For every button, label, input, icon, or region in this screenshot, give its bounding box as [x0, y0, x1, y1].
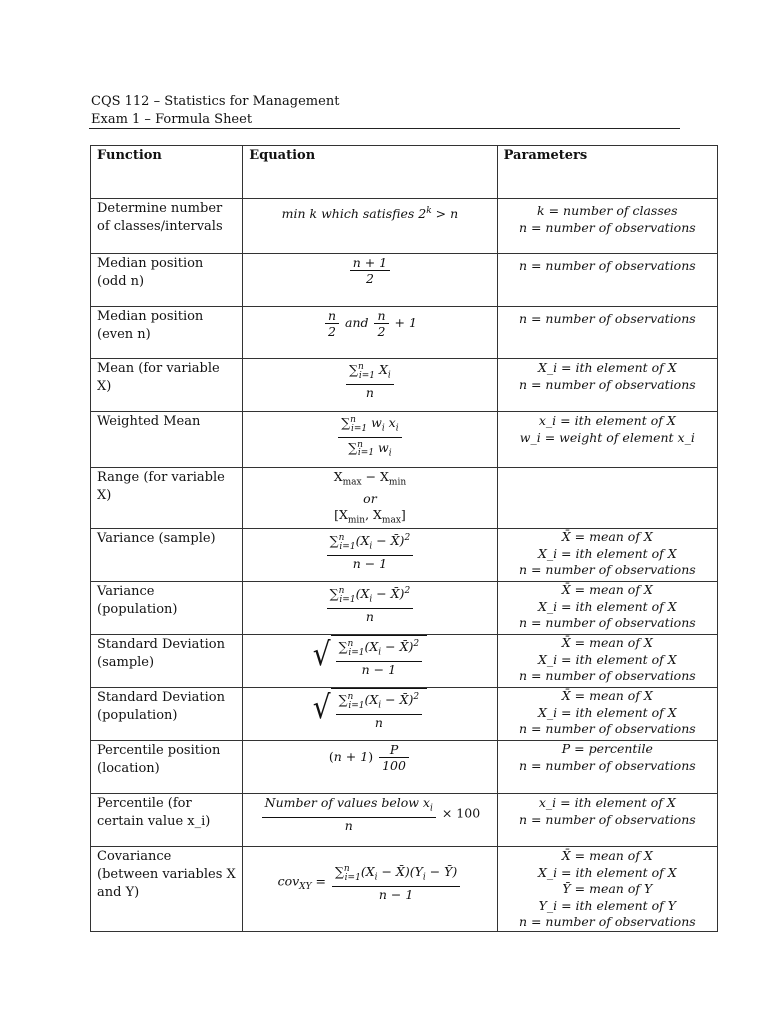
- parameters: k = number of classes n = number of observations: [518, 203, 696, 235]
- function-name: Standard Deviation (sample): [97, 637, 225, 670]
- table-row: [91, 582, 718, 635]
- table-row: [91, 254, 718, 307]
- equation-stddev-population: √ $\frac{\sum^n_{i=1}(X_i - X̄)^2}{n}$: [243, 688, 496, 730]
- function-name: Percentile position (location): [97, 743, 221, 776]
- parameters: X̄ = mean of X X_i = ith element of X n = number of observations: [518, 688, 696, 736]
- function-name: Covariance (between variables X and Y): [97, 849, 236, 900]
- function-name: Percentile (for certain value x_i): [97, 796, 211, 829]
- function-name: Weighted Mean: [97, 414, 201, 429]
- parameters: x_i = ith element of X w_i = weight of element x_i: [519, 413, 695, 445]
- equation-percentile-position: (n + 1) $\frac{P}{100}$: [243, 741, 496, 773]
- function-name: Median position (odd n): [97, 256, 204, 289]
- equation-median-even: $\frac{n}{2}$ and $\frac{n}{2}$ + 1: [243, 307, 496, 339]
- parameters: n = number of observations: [518, 258, 696, 273]
- equation-covariance: cov$_{XY}$ = $\frac{\sum^n_{i=1}(X_i - X̄)(Y_i - Ȳ)}{n - 1}$: [243, 847, 496, 902]
- parameters: n = number of observations: [518, 311, 696, 326]
- equation-range: $X_{max} - X_{min}$ or [$X_{min}$, $X_{max}$]: [333, 469, 407, 525]
- equation-mean: $\frac{\sum^n_{i=1} X_i}{n}$: [243, 359, 496, 400]
- parameters-empty: [497, 468, 717, 529]
- equation-variance-sample: $\frac{\sum^n_{i=1}(X_i - X̄)^2}{n - 1}$: [243, 529, 496, 571]
- parameters: x_i = ith element of X n = number of observations: [518, 795, 696, 827]
- function-name: Mean (for variable X): [97, 361, 220, 394]
- function-name: Variance (population): [97, 584, 178, 617]
- table-row: [91, 412, 718, 468]
- header-rule: [89, 128, 680, 129]
- function-name: Range (for variable X): [97, 470, 225, 503]
- column-header-function: Function: [91, 146, 243, 199]
- equation-weighted-mean: $\frac{\sum^n_{i=1} w_i x_i}{\sum^n_{i=1} w_i}$: [243, 412, 496, 461]
- table-row: [91, 847, 718, 932]
- parameters: X̄ = mean of X X_i = ith element of X n = number of observations: [518, 582, 696, 630]
- table-row: [91, 635, 718, 688]
- document-header: [91, 93, 339, 129]
- equation-percentile-value: $\frac{Number of values below x_i}{n}$ × 100: [243, 794, 496, 833]
- table-row: [91, 688, 718, 741]
- table-row: [91, 307, 718, 359]
- column-header-parameters: Parameters: [497, 146, 717, 199]
- sheet-subtitle: Exam 1 – Formula Sheet: [91, 112, 253, 127]
- function-name: Variance (sample): [97, 531, 216, 546]
- function-name: Determine number of classes/intervals: [97, 201, 223, 234]
- table-header-row: [91, 146, 718, 199]
- parameters: X̄ = mean of X X_i = ith element of X Ȳ = mean of Y Y_i = ith element of Y n = number of observations: [518, 848, 696, 929]
- table-row: [91, 794, 718, 847]
- table-row: [91, 741, 718, 794]
- function-name: Median position (even n): [97, 309, 204, 342]
- table-row: [91, 359, 718, 412]
- table-row: [91, 199, 718, 254]
- table-row: [91, 529, 718, 582]
- equation-classes: min k which satisfies $2^k > n$: [281, 206, 459, 222]
- parameters: P = percentile n = number of observations: [518, 741, 696, 773]
- parameters: X̄ = mean of X X_i = ith element of X n = number of observations: [518, 529, 696, 577]
- formula-table: [90, 145, 718, 932]
- function-name: Standard Deviation (population): [97, 690, 225, 723]
- parameters: X̄ = mean of X X_i = ith element of X n = number of observations: [518, 635, 696, 683]
- equation-median-odd: $\frac{n + 1}{2}$: [243, 254, 496, 286]
- equation-stddev-sample: √ $\frac{\sum^n_{i=1}(X_i - X̄)^2}{n - 1}$: [243, 635, 496, 677]
- table-row: [91, 468, 718, 529]
- column-header-equation: Equation: [243, 146, 497, 199]
- course-title: CQS 112 – Statistics for Management: [91, 94, 340, 109]
- parameters: X_i = ith element of X n = number of observations: [518, 360, 696, 392]
- equation-variance-population: $\frac{\sum^n_{i=1}(X_i - X̄)^2}{n}$: [243, 582, 496, 624]
